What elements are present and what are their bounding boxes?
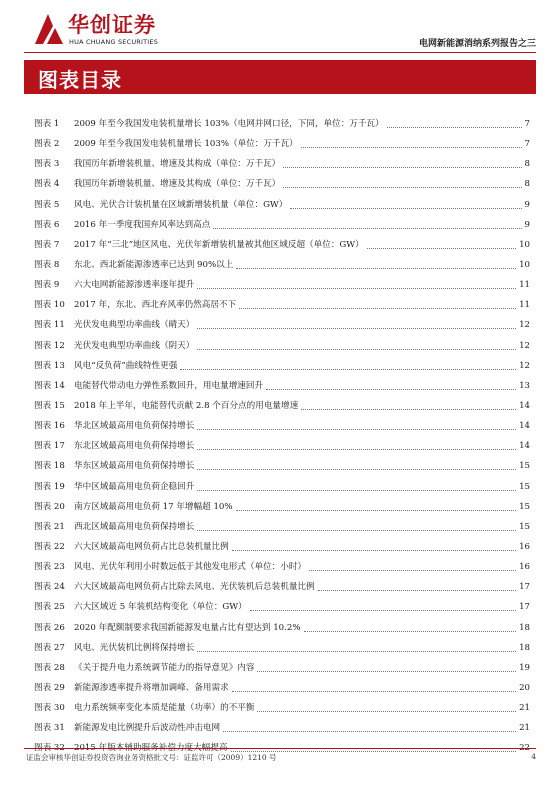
toc-leader-dots — [318, 590, 516, 591]
toc-entry-page: 8 — [524, 159, 530, 170]
toc-leader-dots — [367, 248, 516, 249]
toc-entry-title: 六大区域近 5 年装机结构变化（单位：GW） — [74, 602, 247, 613]
toc-entry[interactable] — [34, 376, 530, 396]
toc-entry-title: 风电、光伏合计装机量在区域新增装机量（单位：GW） — [74, 199, 288, 210]
toc-entry-number: 图表 10 — [34, 300, 65, 311]
toc-entry[interactable] — [34, 436, 530, 456]
toc-leader-dots — [197, 490, 516, 491]
toc-entry-title: 2018 年上半年，电能替代贡献 2.8 个百分点的用电量增速 — [74, 400, 299, 411]
toc-entry-page: 18 — [519, 622, 530, 633]
toc-entry[interactable] — [34, 255, 530, 275]
toc-entry-title: 光伏发电典型功率曲线（晴天） — [74, 320, 195, 331]
huachuang-logo-icon — [35, 14, 63, 44]
toc-entry-page: 22 — [519, 743, 530, 754]
toc-entry-page: 15 — [519, 481, 530, 492]
toc-leader-dots — [197, 429, 516, 430]
toc-entry-title: 华北区域最高用电负荷保持增长 — [74, 421, 195, 432]
toc-entry-page: 18 — [519, 642, 530, 653]
toc-leader-dots — [180, 369, 516, 370]
toc-leader-dots — [239, 308, 516, 309]
toc-entry[interactable] — [34, 315, 530, 335]
toc-entry-title: 2009 年至今我国发电装机量增长 103%（单位：万千瓦） — [74, 139, 298, 150]
toc-entry-title: 2009 年至今我国发电装机量增长 103%（电网并网口径，下同，单位：万千瓦） — [74, 119, 384, 129]
toc-leader-dots — [197, 651, 516, 652]
toc-entry[interactable] — [34, 537, 530, 557]
toc-entry-title: 《关于提升电力系统调节能力的指导意见》内容 — [74, 662, 255, 673]
toc-entry[interactable] — [34, 456, 530, 476]
toc-leader-dots — [290, 208, 522, 209]
toc-entry-page: 9 — [524, 199, 530, 210]
toc-entry-title: 2016 年一季度我国弃风率达到高点 — [74, 219, 211, 230]
toc-entry-page: 11 — [519, 300, 530, 311]
toc-entry-number: 图表 15 — [34, 400, 65, 411]
toc-entry[interactable] — [34, 215, 530, 235]
toc-entry-number: 图表 28 — [34, 662, 65, 673]
toc-entry-number: 图表 24 — [34, 582, 65, 593]
toc-entry[interactable] — [34, 275, 530, 295]
toc-entry-number: 图表 19 — [34, 481, 65, 492]
toc-entry-title: 2015 年版本辅助服务补偿力度大幅提高 — [74, 743, 228, 754]
section-title: 图表目录 — [38, 68, 122, 92]
toc-entry-title: 华东区域最高用电负荷保持增长 — [74, 461, 195, 472]
toc-entry-title: 六大区域最高电网负荷占比除去风电、光伏装机后总装机量比例 — [74, 582, 315, 593]
toc-entry-number: 图表 23 — [34, 562, 65, 573]
toc-entry[interactable] — [34, 134, 530, 154]
toc-entry[interactable] — [34, 356, 530, 376]
toc-entry-title: 六大电网新能源渗透率逐年提升 — [74, 280, 195, 291]
toc-entry-number: 图表 27 — [34, 642, 65, 653]
toc-leader-dots — [232, 691, 516, 692]
logo-text: 华创证券 — [68, 13, 156, 37]
toc-entry-number: 图表 12 — [34, 340, 65, 351]
toc-entry-number: 图表 30 — [34, 703, 65, 714]
toc-entry[interactable] — [34, 597, 530, 617]
toc-entry[interactable] — [34, 154, 530, 174]
toc-leader-dots — [257, 671, 516, 672]
toc-entry[interactable] — [34, 517, 530, 537]
toc-entry-page: 15 — [519, 461, 530, 472]
toc-entry-title: 新能源渗透率提升将增加调峰、备用需求 — [74, 682, 229, 693]
toc-entry-title: 2017 年，东北、西北弃风率仍然高居不下 — [74, 300, 237, 311]
toc-entry-number: 图表 13 — [34, 360, 65, 371]
toc-entry[interactable] — [34, 557, 530, 577]
toc-entry-number: 图表 29 — [34, 682, 65, 693]
toc-leader-dots — [301, 409, 516, 410]
toc-entry-title: 2020 年配额制要求我国新能源发电量占比有望达到 10.2% — [74, 622, 301, 633]
toc-entry-title: 我国历年新增装机量、增速及其构成（单位：万千瓦） — [74, 159, 281, 170]
toc-leader-dots — [236, 510, 516, 511]
toc-entry-number: 图表 31 — [34, 723, 65, 734]
toc-entry[interactable] — [34, 114, 530, 134]
toc-entry-title: 东北、西北新能源渗透率已达到 90%以上 — [74, 259, 234, 270]
toc-entry-number: 图表 1 — [34, 119, 60, 129]
page-number: 4 — [531, 752, 536, 761]
toc-entry-number: 图表 4 — [34, 179, 60, 190]
toc-entry[interactable] — [34, 295, 530, 315]
toc-entry-page: 20 — [519, 682, 530, 693]
toc-entry[interactable] — [34, 618, 530, 638]
toc-entry-number: 图表 32 — [34, 743, 65, 754]
toc-entry-number: 图表 11 — [34, 320, 65, 331]
toc-entry-number: 图表 21 — [34, 521, 65, 532]
toc-leader-dots — [197, 469, 516, 470]
toc-entry-number: 图表 7 — [34, 239, 60, 250]
toc-entry-number: 图表 6 — [34, 219, 60, 230]
toc-leader-dots — [309, 570, 516, 571]
toc-entry-title: 东北区域最高用电负荷保持增长 — [74, 441, 195, 452]
toc-entry-page: 16 — [519, 541, 530, 552]
toc-entry[interactable] — [34, 195, 530, 215]
toc-entry-title: 2017 年“三北”地区风电、光伏年新增装机量被其他区域反超（单位：GW） — [74, 239, 364, 250]
toc-entry-page: 17 — [519, 582, 530, 593]
toc-entry-number: 图表 25 — [34, 602, 65, 613]
toc-entry-title: 电力系统频率变化本质是能量（功率）的不平衡 — [74, 703, 255, 714]
toc-entry[interactable] — [34, 577, 530, 597]
toc-entry-number: 图表 22 — [34, 541, 65, 552]
toc-leader-dots — [266, 389, 516, 390]
toc-entry[interactable] — [34, 678, 530, 698]
footer-divider — [24, 748, 536, 749]
toc-entry-title: 南方区域最高用电负荷 17 年增幅超 10% — [74, 501, 233, 512]
toc-entry-page: 14 — [519, 400, 530, 411]
toc-entry-number: 图表 18 — [34, 461, 65, 472]
toc-entry[interactable] — [34, 336, 530, 356]
report-series-title: 电网新能源消纳系列报告之三 — [418, 39, 536, 49]
toc-entry-title: 风电、光伏装机比例将保持增长 — [74, 642, 195, 653]
toc-leader-dots — [197, 449, 516, 450]
toc-entry-number: 图表 8 — [34, 259, 60, 270]
toc-entry[interactable] — [34, 235, 530, 255]
toc-entry-title: 六大区域最高电网负荷占比总装机量比例 — [74, 541, 229, 552]
toc-entry-page: 16 — [519, 562, 530, 573]
toc-entry-page: 12 — [519, 340, 530, 351]
toc-entry-title: 光伏发电典型功率曲线（阴天） — [74, 340, 195, 351]
toc-leader-dots — [213, 228, 522, 229]
toc-entry[interactable] — [34, 174, 530, 194]
toc-entry[interactable] — [34, 477, 530, 497]
logo-subtext: HUA CHUANG SECURITIES — [69, 38, 159, 46]
toc-entry-page: 13 — [519, 380, 530, 391]
table-of-figures — [34, 114, 530, 759]
toc-entry[interactable] — [34, 416, 530, 436]
toc-leader-dots — [197, 288, 516, 289]
toc-entry-title: 华中区域最高用电负荷企稳回升 — [74, 481, 195, 492]
toc-entry-page: 10 — [519, 259, 530, 270]
toc-entry[interactable] — [34, 718, 530, 738]
toc-entry[interactable] — [34, 497, 530, 517]
toc-entry-number: 图表 9 — [34, 280, 60, 291]
toc-leader-dots — [197, 530, 516, 531]
toc-leader-dots — [232, 550, 516, 551]
footer-license-text: 证监会审核华创证券投资咨询业务资格批文号：证监许可（2009）1210 号 — [26, 753, 277, 762]
toc-entry[interactable] — [34, 396, 530, 416]
toc-leader-dots — [223, 731, 516, 732]
toc-entry-page: 21 — [519, 723, 530, 734]
toc-leader-dots — [387, 127, 522, 128]
toc-entry-number: 图表 26 — [34, 622, 65, 633]
toc-entry-number: 图表 14 — [34, 380, 65, 391]
toc-leader-dots — [236, 268, 516, 269]
toc-entry-page: 17 — [519, 602, 530, 613]
toc-leader-dots — [250, 610, 516, 611]
toc-entry-title: 风电“反负荷”曲线特性更强 — [74, 360, 178, 371]
toc-entry-number: 图表 3 — [34, 159, 60, 170]
toc-entry-page: 7 — [524, 119, 530, 129]
toc-leader-dots — [283, 187, 522, 188]
toc-entry-page: 21 — [519, 703, 530, 714]
header-divider — [24, 52, 536, 53]
page-header — [0, 0, 560, 60]
toc-entry-page: 15 — [519, 501, 530, 512]
toc-entry-page: 7 — [524, 139, 530, 150]
toc-leader-dots — [197, 328, 516, 329]
toc-entry-page: 12 — [519, 360, 530, 371]
toc-entry[interactable] — [34, 698, 530, 718]
toc-leader-dots — [304, 631, 516, 632]
toc-entry-number: 图表 16 — [34, 421, 65, 432]
toc-entry[interactable] — [34, 638, 530, 658]
toc-entry-page: 15 — [519, 521, 530, 532]
toc-entry-title: 新能源发电比例提升后波动性冲击电网 — [74, 723, 221, 734]
toc-entry-page: 12 — [519, 320, 530, 331]
toc-entry-title: 我国历年新增装机量、增速及其构成（单位：万千瓦） — [74, 179, 281, 190]
toc-entry-page: 14 — [519, 441, 530, 452]
toc-entry-number: 图表 2 — [34, 139, 60, 150]
toc-entry[interactable] — [34, 658, 530, 678]
section-banner — [24, 60, 536, 94]
toc-entry-page: 8 — [524, 179, 530, 190]
toc-entry-page: 11 — [519, 280, 530, 291]
toc-entry-title: 风电、光伏年利用小时数远低于其他发电形式（单位：小时） — [74, 562, 307, 573]
toc-entry-number: 图表 5 — [34, 199, 60, 210]
toc-leader-dots — [257, 711, 516, 712]
toc-entry-number: 图表 20 — [34, 501, 65, 512]
toc-entry-title: 电能替代带动电力弹性系数回升，用电量增速回升 — [74, 380, 264, 391]
toc-entry-page: 19 — [519, 662, 530, 673]
toc-entry-number: 图表 17 — [34, 441, 65, 452]
toc-entry-title: 西北区域最高用电负荷保持增长 — [74, 521, 195, 532]
toc-entry-page: 9 — [524, 219, 530, 230]
toc-leader-dots — [283, 167, 522, 168]
toc-entry-page: 10 — [519, 239, 530, 250]
toc-leader-dots — [301, 147, 522, 148]
toc-leader-dots — [197, 349, 516, 350]
toc-entry-page: 14 — [519, 421, 530, 432]
